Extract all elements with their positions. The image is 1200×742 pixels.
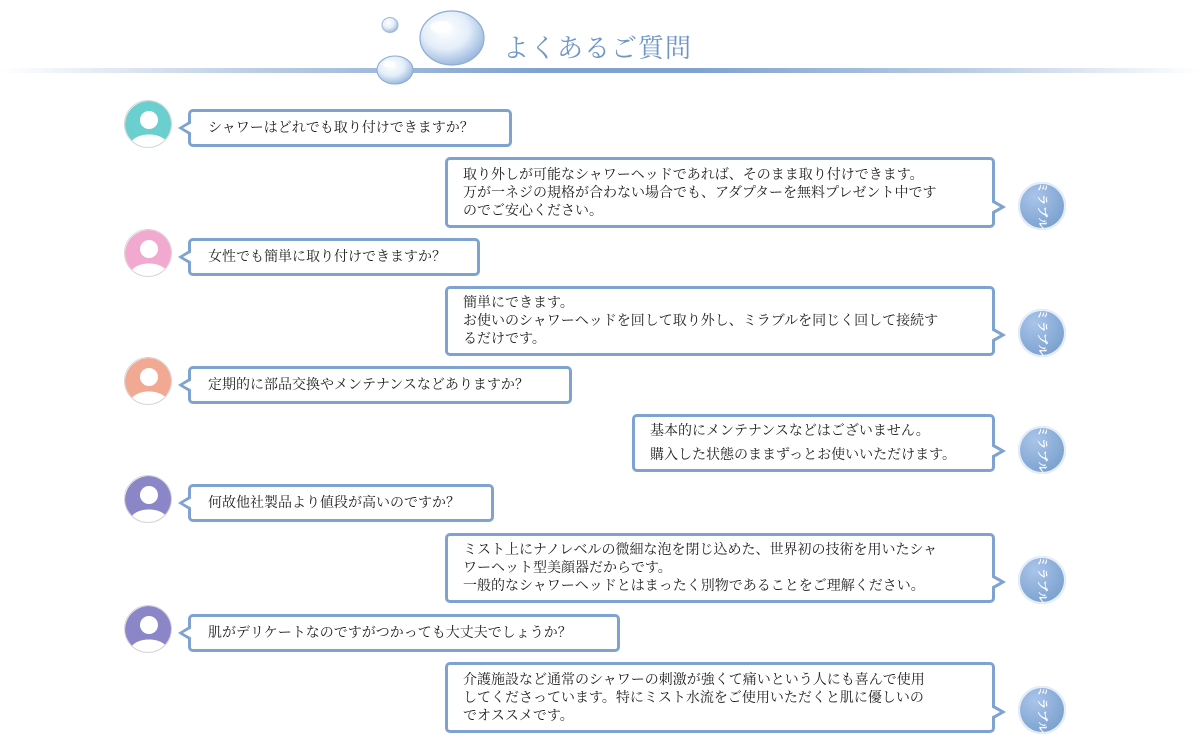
answer-line: 購入した状態のままずっとお使いいただけます。 xyxy=(650,447,957,463)
user-avatar-icon xyxy=(124,605,172,653)
answer-line: でオススメです。 xyxy=(463,707,574,724)
answer-line: ミスト上にナノレベルの微細な泡を閉じ込めた、世界初の技術を用いたシャ xyxy=(463,542,938,558)
brand-badge-label: ミラブル xyxy=(1036,556,1049,604)
answer-bubble xyxy=(445,157,995,228)
answer-bubble xyxy=(445,662,995,733)
answer-line: 介護施設など通常のシャワーの刺激が強くて痛いという人にも喜んで使用 xyxy=(463,671,925,688)
question-text: シャワーはどれでも取り付けできますか？ xyxy=(208,120,474,136)
page-title: よくあるご質問 xyxy=(503,34,693,64)
answer-bubble xyxy=(632,414,995,472)
brand-badge xyxy=(1018,686,1066,734)
question-bubble xyxy=(188,484,494,522)
brand-badge xyxy=(1018,556,1066,604)
question-text: 女性でも簡単に取り付けできますか？ xyxy=(208,249,446,265)
answer-bubble xyxy=(445,286,995,356)
user-avatar-icon xyxy=(124,475,172,523)
question-bubble xyxy=(188,366,572,404)
brand-badge xyxy=(1018,426,1066,474)
user-avatar-icon xyxy=(124,229,172,277)
answer-line: してくださっています。特にミスト水流をご使用いただくと肌に優しいの xyxy=(463,689,924,706)
question-text: 肌がデリケートなのですがつかっても大丈夫でしょうか？ xyxy=(208,625,572,641)
answer-line: 簡単にできます。 xyxy=(463,295,574,311)
brand-badge-label: ミラブル xyxy=(1036,426,1049,474)
brand-badge-label: ミラブル xyxy=(1036,686,1049,734)
question-bubble xyxy=(188,109,512,147)
question-text: 何故他社製品より値段が高いのですか？ xyxy=(208,495,460,511)
question-bubble xyxy=(188,238,480,276)
answer-line: ワーヘット型美顔器だからです。 xyxy=(463,560,672,576)
answer-line: 万が一ネジの規格が合わない場合でも、アダプターを無料プレゼント中です xyxy=(463,184,937,201)
answer-line: るだけです。 xyxy=(463,331,546,347)
answer-line: お使いのシャワーヘッドを回して取り外し、ミラブルを同じく回して接続す xyxy=(463,313,939,329)
user-avatar-icon xyxy=(124,100,172,148)
question-bubble xyxy=(188,614,620,652)
brand-badge-label: ミラブル xyxy=(1036,182,1049,230)
brand-badge-label: ミラブル xyxy=(1036,309,1049,357)
answer-line: のでご安心ください。 xyxy=(463,202,603,219)
answer-bubble xyxy=(445,533,995,603)
answer-line: 一般的なシャワーヘッドとはまったく別物であることをご理解ください。 xyxy=(463,578,925,594)
brand-badge xyxy=(1018,182,1066,230)
answer-line: 取り外しが可能なシャワーヘッドであれば、そのまま取り付けできます。 xyxy=(463,166,924,183)
answer-line: 基本的にメンテナンスなどはございません。 xyxy=(650,423,930,439)
user-avatar-icon xyxy=(124,357,172,405)
question-text: 定期的に部品交換やメンテナンスなどありますか？ xyxy=(208,377,529,393)
brand-badge xyxy=(1018,309,1066,357)
